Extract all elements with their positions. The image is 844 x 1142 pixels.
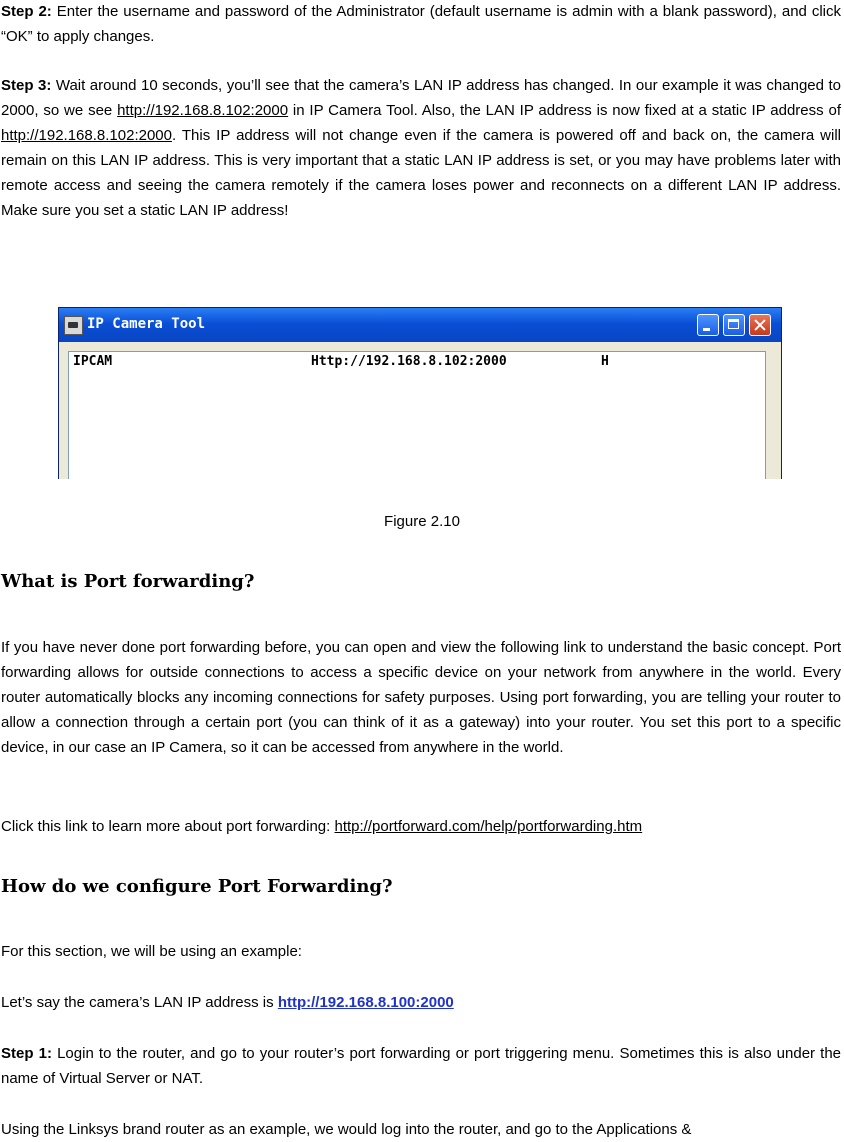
step1-text: Login to the router, and go to your router’s port forwarding or port triggering menu. Sometimes this is also under the name of Virtual Server or NAT. [1,1045,841,1087]
step2-paragraph [1,0,841,49]
step2-text: Enter the username and password of the Administrator (default username is admin with a blank password), and click “OK” to apply changes. [1,3,841,45]
window-title: IP Camera Tool [87,316,206,332]
example-intro: For this section, we will be using an example: [1,943,302,960]
linksys-paragraph: Using the Linksys brand router as an example, we would log into the router, and go to the Applications & [1,1121,692,1138]
step3-label: Step 3: [1,77,52,94]
learn-more-text: Click this link to learn more about port forwarding: [1,818,335,835]
step2-label: Step 2: [1,3,52,20]
port-forwarding-heading: What is Port forwarding? [1,571,255,592]
lan-ip-link-1[interactable]: http://192.168.8.102:2000 [117,102,289,119]
camera-list [68,351,766,479]
example-text: Let’s say the camera’s LAN IP address is [1,994,278,1011]
example-paragraph [1,990,841,1015]
step3-paragraph [1,73,841,223]
step3-text-2: in IP Camera Tool. Also, the LAN IP address is now fixed at a static IP address of [288,102,841,119]
camera-app-icon [64,316,83,335]
portforward-link[interactable]: http://portforward.com/help/portforwarding.htm [334,818,643,835]
example-ip-link[interactable]: http://192.168.8.100:2000 [277,994,454,1011]
maximize-icon[interactable] [723,314,745,336]
step1-paragraph [1,1041,841,1091]
step3-text-3: . This IP address will not change even if the camera is powered off and back on, the camera will remain on this LAN IP address. This is very important that a static LAN IP address is set, or you may have problems later with remote access and seeing the camera remotely if the camera loses power and reconnects on a different LAN IP address. Make sure you set a static LAN IP address! [1,127,841,219]
close-icon[interactable] [749,314,771,336]
camera-address: Http://192.168.8.102:2000 [311,354,507,369]
figure-caption: Figure 2.10 [384,513,460,530]
camera-name: IPCAM [73,354,113,369]
port-forwarding-paragraph: If you have never done port forwarding before, you can open and view the following link to understand the basic concept. Port forwarding allows for outside connections to access a specific device on your network from anywhere in the world. Every router automatically blocks any incoming connections for safety purposes. Using port forwarding, you are telling your router to allow a connection through a certain port (you can think of it as a gateway) into your router. You set this port to a specific device, in our case an IP Camera, so it can be accessed from anywhere in the world. [1,639,841,756]
learn-more-paragraph [1,814,841,839]
camera-status: H [601,354,609,369]
step1-label: Step 1: [1,1045,52,1062]
step3-text-1: Wait around 10 seconds, you’ll see that the camera’s LAN IP address has changed. In our example it was changed to 2000, so we see [1,77,841,119]
lan-ip-link-2[interactable]: http://192.168.8.102:2000 [1,127,172,144]
window-titlebar [59,308,781,342]
configure-heading: How do we configure Port Forwarding? [1,876,393,897]
ip-camera-tool-window [58,307,782,479]
minimize-icon[interactable] [697,314,719,336]
